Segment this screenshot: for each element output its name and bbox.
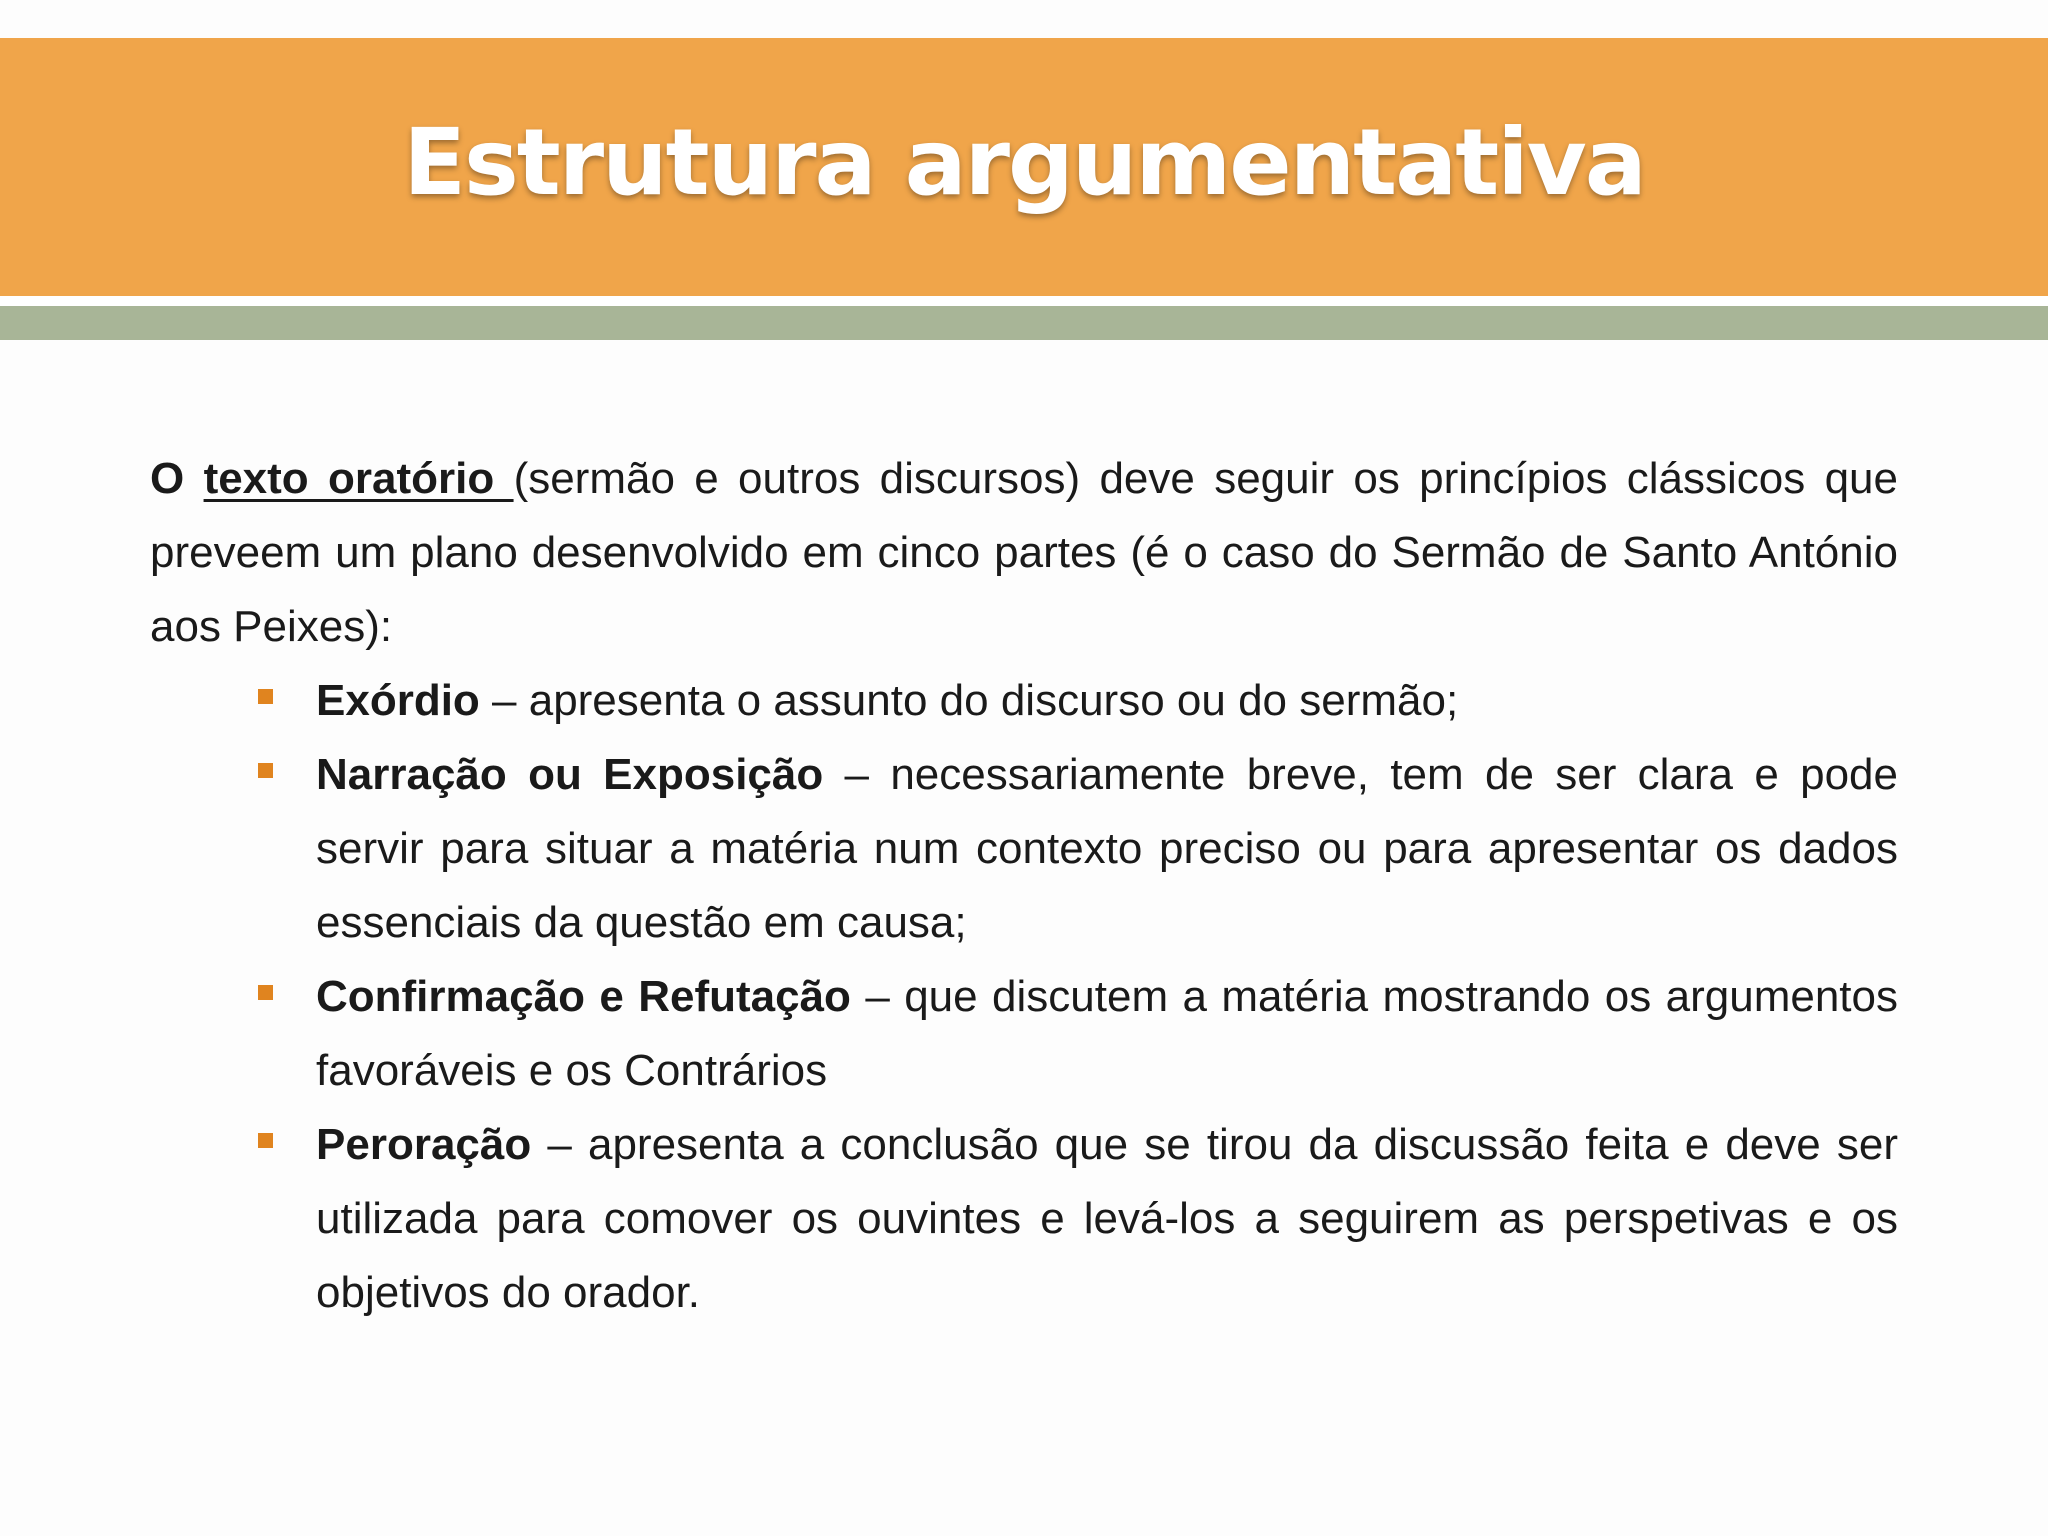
square-bullet-icon — [258, 1133, 273, 1148]
slide-body — [150, 442, 1898, 1330]
item-term: Confirmação e Refutação — [316, 972, 851, 1021]
divider-bar — [0, 306, 2048, 340]
list-item — [316, 1108, 1898, 1330]
intro-text: (sermão e outros discursos) deve seguir os princípios clássicos que preveem um plano desenvolvido em cinco partes (é o caso do Sermão de Santo António aos Peixes): — [150, 454, 1898, 651]
item-term: Exórdio — [316, 676, 480, 725]
intro-paragraph — [150, 442, 1898, 664]
square-bullet-icon — [258, 985, 273, 1000]
divider-white — [0, 296, 2048, 306]
list-item — [316, 664, 1898, 738]
square-bullet-icon — [258, 763, 273, 778]
bullet-list — [150, 664, 1898, 1330]
slide-title: Estrutura argumentativa — [403, 108, 1645, 216]
list-item — [316, 960, 1898, 1108]
item-term: Narração ou Exposição — [316, 750, 824, 799]
square-bullet-icon — [258, 689, 273, 704]
item-text: – apresenta o assunto do discurso ou do sermão; — [479, 676, 1459, 725]
item-text: – necessariamente breve, tem de ser clara e pode servir para situar a matéria num contexto preciso ou para apresentar os dados essenciais da questão em causa; — [316, 750, 1898, 947]
item-text: – que discutem a matéria mostrando os argumentos favoráveis e os Contrários — [316, 972, 1899, 1095]
intro-underlined-term: texto oratório — [203, 454, 514, 503]
title-band — [0, 38, 2048, 296]
intro-lead: O — [150, 454, 185, 503]
item-text: – apresenta a conclusão que se tirou da discussão feita e deve ser utilizada para comover os ouvintes e levá-los a seguirem as perspetivas e os objetivos do orador. — [316, 1120, 1898, 1317]
list-item — [316, 738, 1898, 960]
item-term: Peroração — [316, 1120, 532, 1169]
